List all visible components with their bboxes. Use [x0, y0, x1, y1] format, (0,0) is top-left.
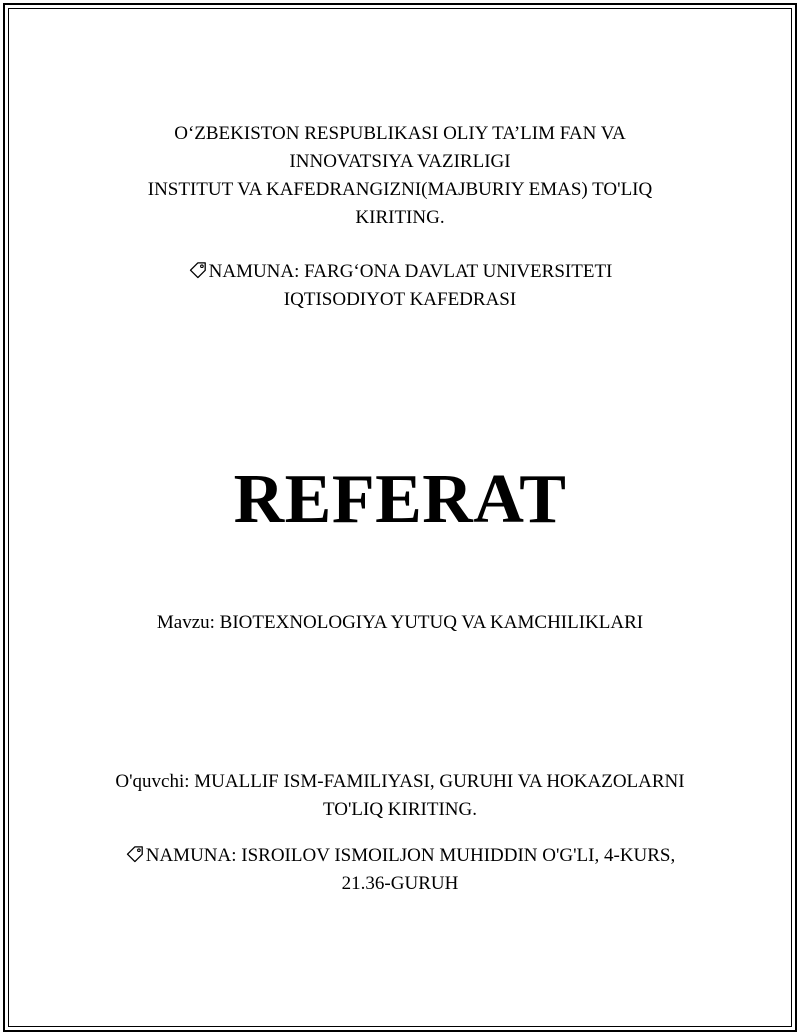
header-line-4: KIRITING.: [355, 207, 445, 228]
author-line-2: TO'LIQ KIRITING.: [323, 799, 477, 820]
topic: [0, 609, 800, 637]
author-line-1: O'quvchi: MUALLIF ISM-FAMILIYASI, GURUHI VA HOKAZOLARNI: [115, 771, 685, 792]
tag-icon: [125, 844, 145, 864]
sample-author-line-2: 21.36-GURUH: [341, 873, 459, 894]
sample-institution: [0, 258, 800, 314]
document-title: REFERAT: [233, 461, 567, 538]
header-line-2: INNOVATSIYA VAZIRLIGI: [289, 151, 511, 172]
sample-institution-text-1: NAMUNA: FARG‘ONA DAVLAT UNIVERSITETI: [208, 261, 613, 282]
ministry-header: [0, 120, 800, 232]
sample-author-line-1: [0, 842, 800, 870]
header-line-1: O‘ZBEKISTON RESPUBLIKASI OLIY TA’LIM FAN VA: [174, 123, 626, 144]
sample-institution-line-1: [0, 258, 800, 286]
topic-line: Mavzu: BIOTEXNOLOGIYA YUTUQ VA KAMCHILIKLARI: [156, 612, 644, 633]
header-line-3: INSTITUT VA KAFEDRANGIZNI(MAJBURIY EMAS) TO'LIQ: [147, 179, 653, 200]
sample-institution-line-2: IQTISODIYOT KAFEDRASI: [283, 289, 517, 310]
sample-author: [0, 842, 800, 898]
tag-icon: [188, 260, 208, 280]
sample-author-text-1: NAMUNA: ISROILOV ISMOILJON MUHIDDIN O'G'LI, 4-KURS,: [145, 845, 676, 866]
author-info: [0, 768, 800, 824]
